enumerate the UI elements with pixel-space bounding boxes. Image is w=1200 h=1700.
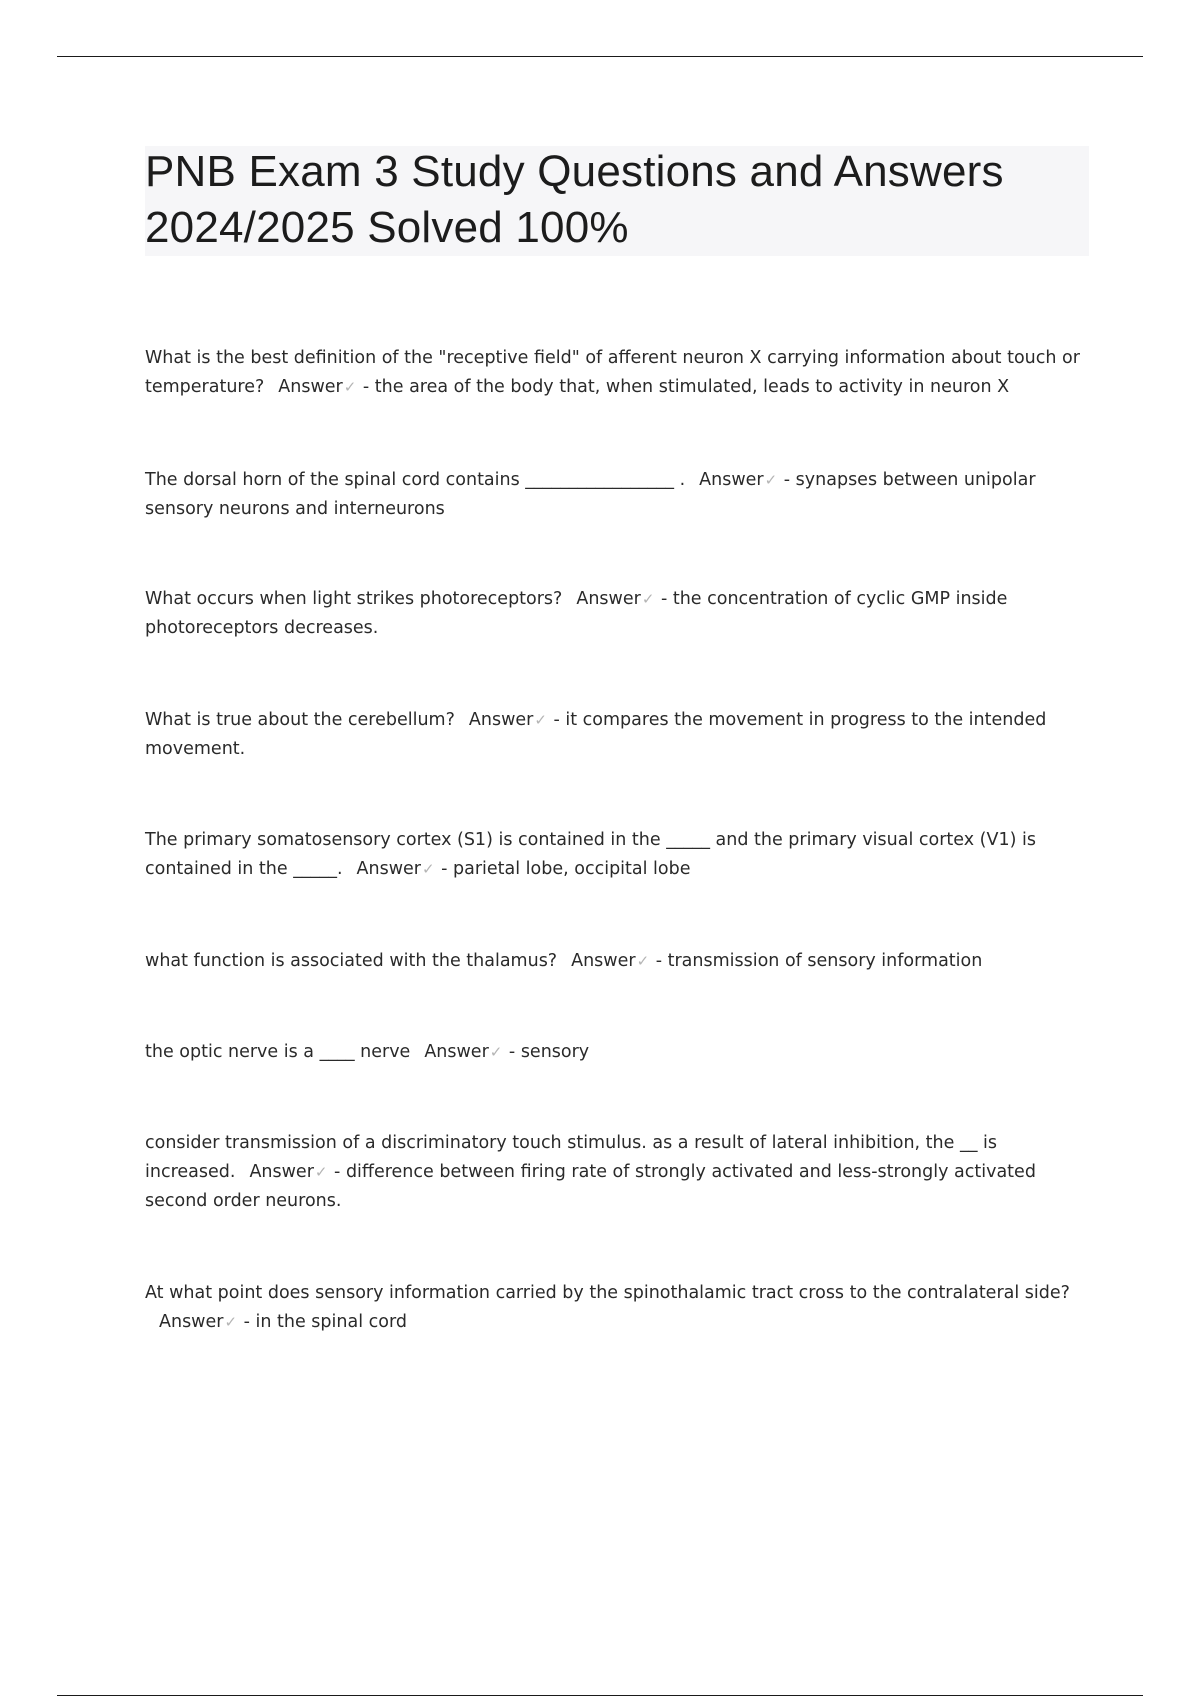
qa-item-3 xyxy=(145,585,1095,643)
answer-label: Answer xyxy=(424,1042,489,1062)
answer-label: Answer xyxy=(356,859,421,879)
answer-text: parietal lobe, occipital lobe xyxy=(453,859,691,879)
answer-label: Answer xyxy=(699,470,764,490)
check-icon: ✓ xyxy=(343,378,357,396)
answer-separator: - xyxy=(435,859,454,879)
qa-item-2 xyxy=(145,466,1095,524)
qa-item-9 xyxy=(145,1279,1095,1337)
question-text: the optic nerve is a ____ nerve xyxy=(145,1042,411,1062)
question-text: What occurs when light strikes photoreceptors? xyxy=(145,589,563,609)
check-icon: ✓ xyxy=(534,711,547,729)
check-icon: ✓ xyxy=(224,1313,238,1331)
question-text: At what point does sensory information carried by the spinothalamic tract cross to the contralateral side? xyxy=(145,1283,1070,1303)
question-text: what function is associated with the thalamus? xyxy=(145,951,558,971)
answer-text: difference between firing rate of strongly activated and less-strongly activated second order neurons. xyxy=(145,1162,1036,1211)
qa-item-1 xyxy=(145,344,1095,402)
check-icon: ✓ xyxy=(314,1163,328,1181)
answer-label: Answer xyxy=(278,377,343,397)
question-text: consider transmission of a discriminatory touch stimulus. as a result of lateral inhibition, the __ is increased. xyxy=(145,1133,997,1182)
qa-item-7 xyxy=(145,1038,1095,1067)
qa-item-6 xyxy=(145,947,1095,976)
answer-text: in the spinal cord xyxy=(255,1312,407,1332)
bottom-rule xyxy=(57,1695,1143,1696)
answer-separator: - xyxy=(655,589,673,609)
answer-separator: - xyxy=(357,377,375,397)
answer-text: the concentration of cyclic GMP inside photoreceptors decreases. xyxy=(145,589,1008,638)
check-icon: ✓ xyxy=(764,471,778,489)
document-title: PNB Exam 3 Study Questions and Answers 2024/2025 Solved 100% xyxy=(145,147,1004,252)
qa-item-5 xyxy=(145,826,1095,884)
question-text: The dorsal horn of the spinal cord contains _________________ . xyxy=(145,470,686,490)
answer-separator: - xyxy=(238,1312,256,1332)
check-icon: ✓ xyxy=(636,952,650,970)
answer-text: the area of the body that, when stimulated, leads to activity in neuron X xyxy=(374,377,1010,397)
answer-separator: - xyxy=(650,951,668,971)
answer-label: Answer xyxy=(249,1162,314,1182)
check-icon: ✓ xyxy=(489,1043,503,1061)
answer-label: Answer xyxy=(576,589,641,609)
answer-label: Answer xyxy=(571,951,636,971)
answer-text: it compares the movement in progress to the intended movement. xyxy=(145,710,1047,759)
question-text: What is the best definition of the "receptive field" of afferent neuron X carrying information about touch or temperature? xyxy=(145,348,1080,397)
answer-separator: - xyxy=(778,470,796,490)
answer-label: Answer xyxy=(468,710,534,730)
answer-label: Answer xyxy=(159,1312,224,1332)
answer-text: synapses between unipolar sensory neurons and interneurons xyxy=(145,470,1036,519)
answer-separator: - xyxy=(503,1042,521,1062)
top-rule xyxy=(57,56,1143,57)
check-icon: ✓ xyxy=(641,590,655,608)
answer-separator: - xyxy=(547,710,566,730)
question-text: The primary somatosensory cortex (S1) is contained in the _____ and the primary visual cortex (V1) is contained in the _____. xyxy=(145,830,1036,879)
answer-separator: - xyxy=(328,1162,346,1182)
check-icon: ✓ xyxy=(421,860,435,878)
qa-item-4 xyxy=(145,706,1095,764)
answer-text: sensory xyxy=(520,1042,590,1062)
answer-text: transmission of sensory information xyxy=(667,951,983,971)
qa-item-8 xyxy=(145,1129,1095,1216)
question-text: What is true about the cerebellum? xyxy=(145,710,455,730)
